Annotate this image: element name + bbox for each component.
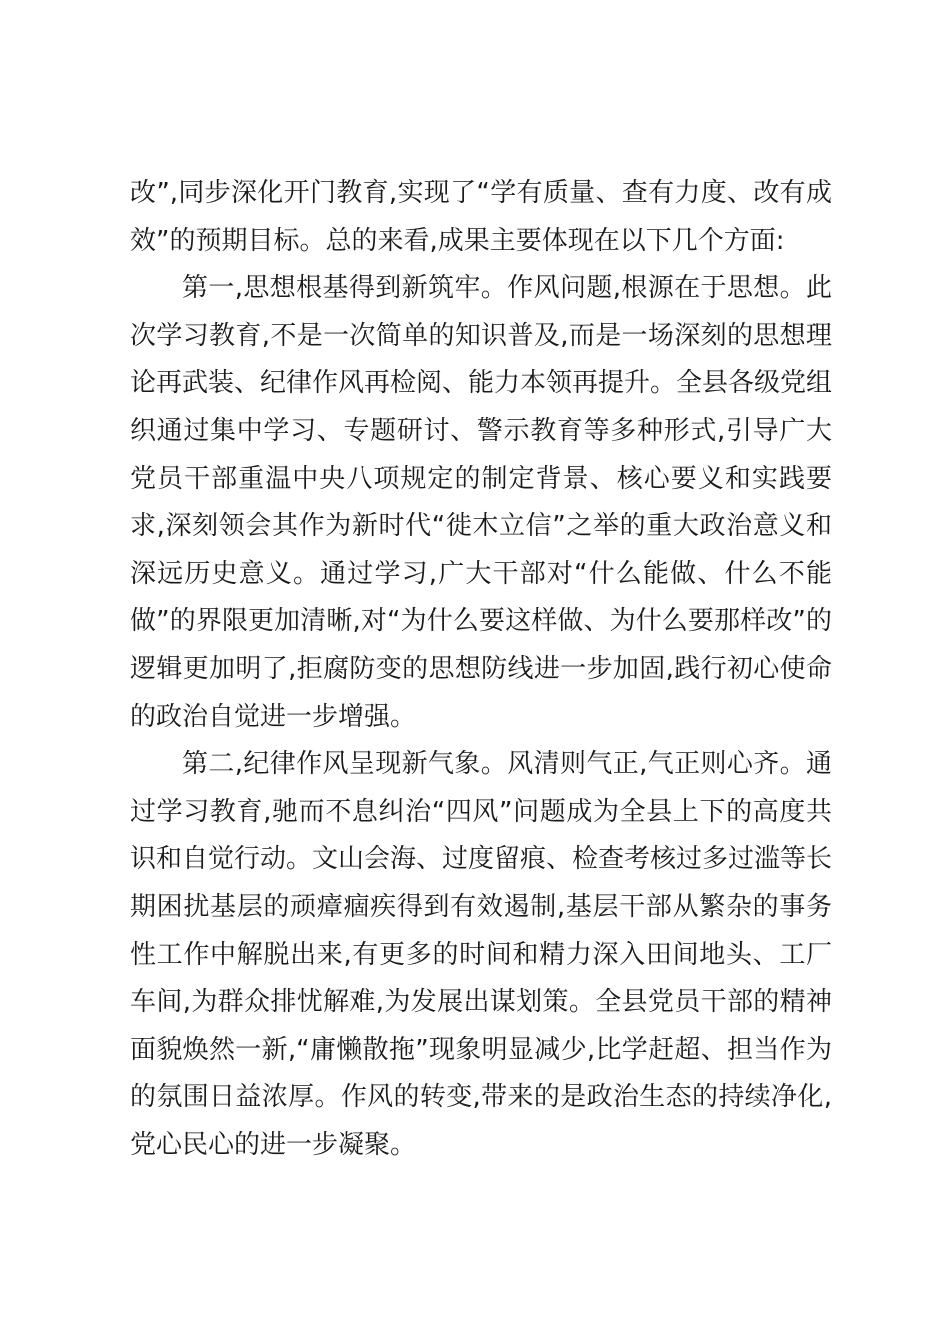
paragraph-point-one: 第一,思想根基得到新筑牢。作风问题,根源在于思想。此次学习教育,不是一次简单的知识普及,而是一场深刻的思想理论再武装、纪律作风再检阅、能力本领再提升。全县各级党组织通过集中学习、专题研讨、警示教育等多种形式,引导广大党员干部重温中央八项规定的制定背景、核心要义和实践要求,深刻领会其作为新时代“徙木立信”之举的重大政治意义和深远历史意义。通过学习,广大干部对“什么能做、什么不能做”的界限更加清晰,对“为什么要这样做、为什么要那样改”的逻辑更加明了,拒腐防变的思想防线进一步加固,践行初心使命的政治自觉进一步增强。 [130, 273, 833, 732]
document-body [130, 170, 832, 1169]
paragraph-intro-continuation: 改”,同步深化开门教育,实现了“学有质量、查有力度、改有成效”的预期目标。总的来看,成果主要体现在以下几个方面: [130, 178, 832, 256]
paragraph-point-two: 第二,纪律作风呈现新气象。风清则气正,气正则心齐。通过学习教育,驰而不息纠治“四风”问题成为全县上下的高度共识和自觉行动。文山会海、过度留痕、检查考核过多过滥等长期困扰基层的顽瘴痼疾得到有效遏制,基层干部从繁杂的事务性工作中解脱出来,有更多的时间和精力深入田间地头、工厂车间,为群众排忧解难,为发展出谋划策。全县党员干部的精神面貌焕然一新,“庸懒散拖”现象明显减少,比学赶超、担当作为的氛围日益浓厚。作风的转变,带来的是政治生态的持续净化,党心民心的进一步凝聚。 [130, 749, 833, 1160]
